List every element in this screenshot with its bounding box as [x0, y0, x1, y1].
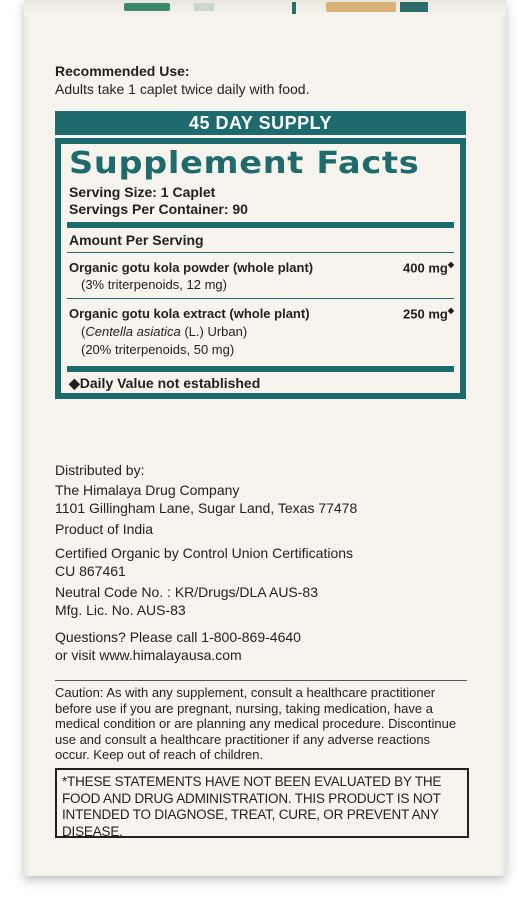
daily-value-note: ◆Daily Value not established	[69, 375, 261, 391]
servings-per-container: Servings Per Container: 90	[69, 201, 248, 217]
recommended-use-text: Adults take 1 caplet twice daily with food.	[55, 81, 310, 97]
ingredient-name: Organic gotu kola extract (whole plant)	[69, 306, 310, 321]
divider	[67, 252, 454, 253]
recommended-use-label: Recommended Use:	[55, 63, 190, 79]
company-address: 1101 Gillingham Lane, Sugar Land, Texas 77478	[55, 500, 358, 516]
ingredient-detail: (3% triterpenoids, 12 mg)	[81, 277, 227, 292]
package-top-edge	[24, 0, 506, 16]
supplement-facts-panel	[55, 138, 466, 399]
neutral-code: Neutral Code No. : KR/Drugs/DLA AUS-83	[55, 584, 319, 600]
top-graphic	[326, 2, 396, 12]
divider	[67, 298, 454, 299]
top-graphic	[124, 3, 170, 11]
divider-thick	[67, 222, 454, 228]
divider-thick	[67, 366, 454, 372]
amount-per-serving: Amount Per Serving	[69, 232, 204, 248]
questions-phone: Questions? Please call 1-800-869-4640	[55, 629, 301, 645]
supplement-facts-title: Supplement Facts	[69, 146, 420, 181]
product-origin: Product of India	[55, 521, 154, 537]
supply-banner: 45 DAY SUPPLY	[55, 111, 466, 135]
website-text: or visit www.himalayausa.com	[55, 647, 242, 663]
ingredient-amount: 400 mg◆	[403, 260, 454, 276]
organic-certification: Certified Organic by Control Union Certifications	[55, 545, 354, 561]
ingredient-amount: 250 mg◆	[403, 306, 454, 322]
caution-text: Caution: As with any supplement, consult a healthcare practitioner before use if you are pregnant, nursing, taking medication, have a medical condition or are planning any medical procedure. Discontinue use and consult a healthcare practitioner if any adverse reactions occur. Keep out of reach of children.	[55, 680, 467, 763]
certification-code: CU 867461	[55, 563, 126, 579]
company-name: The Himalaya Drug Company	[55, 482, 240, 498]
top-graphic	[194, 3, 214, 11]
serving-size: Serving Size: 1 Caplet	[69, 184, 216, 200]
mfg-license: Mfg. Lic. No. AUS-83	[55, 602, 186, 618]
distributed-by-label: Distributed by:	[55, 462, 145, 478]
top-graphic	[400, 2, 428, 12]
ingredient-detail: (20% triterpenoids, 50 mg)	[81, 342, 235, 357]
fda-disclaimer-box: *THESE STATEMENTS HAVE NOT BEEN EVALUATED BY THE FOOD AND DRUG ADMINISTRATION. THIS PRODUCT IS NOT INTENDED TO DIAGNOSE, TREAT, CURE, OR PREVENT ANY DISEASE.	[55, 768, 469, 838]
top-graphic	[292, 2, 296, 14]
ingredient-detail: (Centella asiatica (L.) Urban)	[81, 324, 248, 339]
ingredient-name: Organic gotu kola powder (whole plant)	[69, 260, 314, 275]
